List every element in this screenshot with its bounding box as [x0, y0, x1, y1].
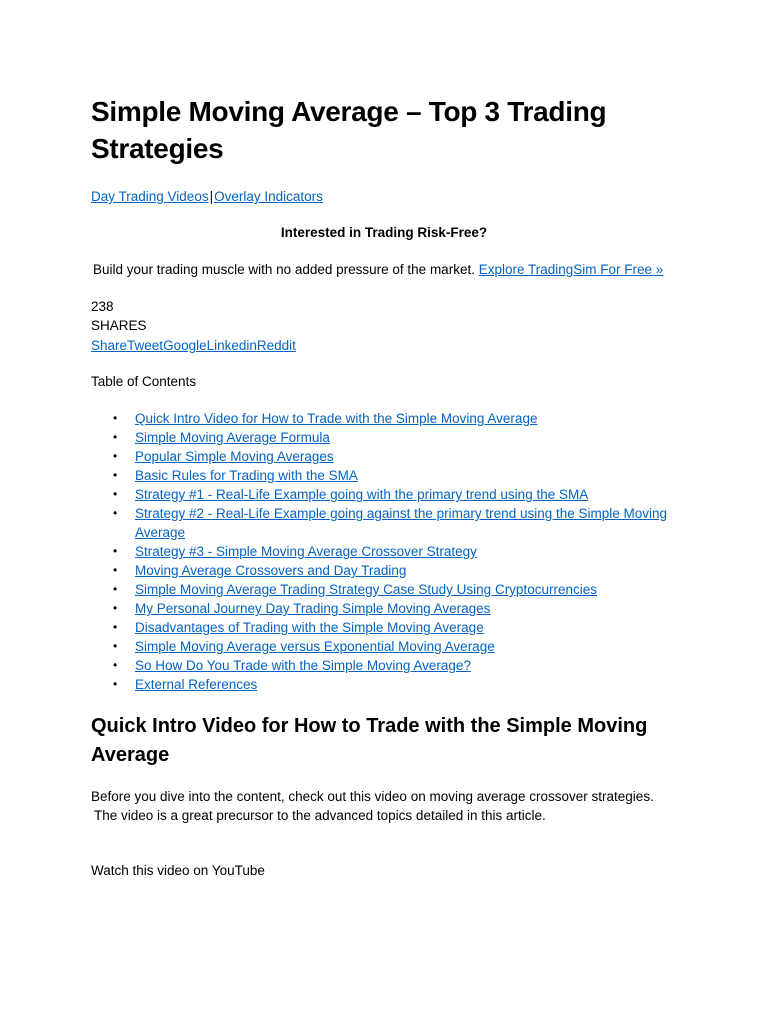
youtube-video-note[interactable]: Watch this video on YouTube [91, 863, 265, 878]
toc-item [91, 428, 691, 447]
bullet-icon: • [113, 639, 118, 653]
bullet-icon: • [113, 411, 118, 425]
promo-heading: Interested in Trading Risk-Free? [280, 225, 488, 240]
linkedin-link[interactable]: Linkedin [206, 338, 257, 353]
breadcrumb-separator: | [209, 189, 214, 204]
toc-item [91, 656, 691, 675]
bullet-icon: • [113, 430, 118, 444]
toc-item [91, 542, 691, 561]
share-link[interactable]: Share [91, 338, 128, 353]
toc-item [91, 675, 691, 694]
toc-item [91, 466, 691, 485]
breadcrumb [91, 187, 323, 207]
share-links [91, 336, 296, 356]
toc-item [91, 561, 691, 580]
bullet-icon: • [113, 449, 118, 463]
bullet-icon: • [113, 563, 118, 577]
toc-link[interactable]: Moving Average Crossovers and Day Trading [135, 563, 407, 578]
intro-line: Before you dive into the content, check out this video on moving average crossover strategies. [91, 789, 654, 804]
bullet-icon: • [113, 582, 118, 596]
bullet-icon: • [113, 468, 118, 482]
intro-line: The video is a great precursor to the advanced topics detailed in this article. [94, 808, 546, 823]
bullet-icon: • [113, 677, 118, 691]
promo-paragraph [93, 260, 663, 280]
category-link-overlay-indicators[interactable]: Overlay Indicators [214, 189, 323, 204]
toc-link[interactable]: Basic Rules for Trading with the SMA [135, 468, 358, 483]
toc-link[interactable]: Simple Moving Average Trading Strategy Case Study Using Cryptocurrencies [135, 582, 597, 597]
toc-item [91, 409, 691, 428]
toc-link[interactable]: Quick Intro Video for How to Trade with the Simple Moving Average [135, 411, 538, 426]
toc-title: Table of Contents [91, 374, 197, 389]
section-heading: Quick Intro Video for How to Trade with the Simple Moving Average [91, 715, 648, 766]
toc-link[interactable]: Popular Simple Moving Averages [135, 449, 334, 464]
toc-item [91, 599, 691, 618]
reddit-link[interactable]: Reddit [256, 338, 296, 353]
explore-tradingsim-link[interactable]: Explore TradingSim For Free » [478, 262, 664, 277]
toc-item [91, 637, 691, 656]
toc-link[interactable]: Disadvantages of Trading with the Simple Moving Average [135, 620, 484, 635]
toc-link[interactable]: Strategy #3 - Simple Moving Average Crossover Strategy [135, 544, 477, 559]
toc-item [91, 504, 691, 542]
toc-link[interactable]: My Personal Journey Day Trading Simple Moving Averages [135, 601, 491, 616]
toc-link[interactable]: Strategy #1 - Real-Life Example going with the primary trend using the SMA [135, 487, 589, 502]
bullet-icon: • [113, 658, 118, 672]
promo-text: Build your trading muscle with no added pressure of the market. [93, 262, 475, 277]
share-count: 238 [91, 299, 114, 314]
toc-item [91, 580, 691, 599]
toc-link[interactable]: Simple Moving Average versus Exponential Moving Average [135, 639, 495, 654]
toc-item [91, 485, 691, 504]
page-title: Simple Moving Average – Top 3 Trading Strategies [91, 96, 607, 164]
toc-link[interactable]: External References [135, 677, 258, 692]
table-of-contents [91, 409, 691, 694]
intro-paragraph [91, 787, 691, 825]
toc-link[interactable]: So How Do You Trade with the Simple Moving Average? [135, 658, 471, 673]
tweet-link[interactable]: Tweet [127, 338, 164, 353]
toc-link[interactable]: Strategy #2 - Real-Life Example going against the primary trend using the Simple Moving Average [135, 506, 668, 540]
toc-item [91, 618, 691, 637]
bullet-icon: • [113, 620, 118, 634]
toc-item [91, 447, 691, 466]
google-link[interactable]: Google [163, 338, 207, 353]
bullet-icon: • [113, 601, 118, 615]
bullet-icon: • [113, 506, 118, 520]
toc-link[interactable]: Simple Moving Average Formula [135, 430, 330, 445]
bullet-icon: • [113, 544, 118, 558]
bullet-icon: • [113, 487, 118, 501]
share-label: SHARES [91, 318, 147, 333]
category-link-day-trading-videos[interactable]: Day Trading Videos [91, 189, 209, 204]
